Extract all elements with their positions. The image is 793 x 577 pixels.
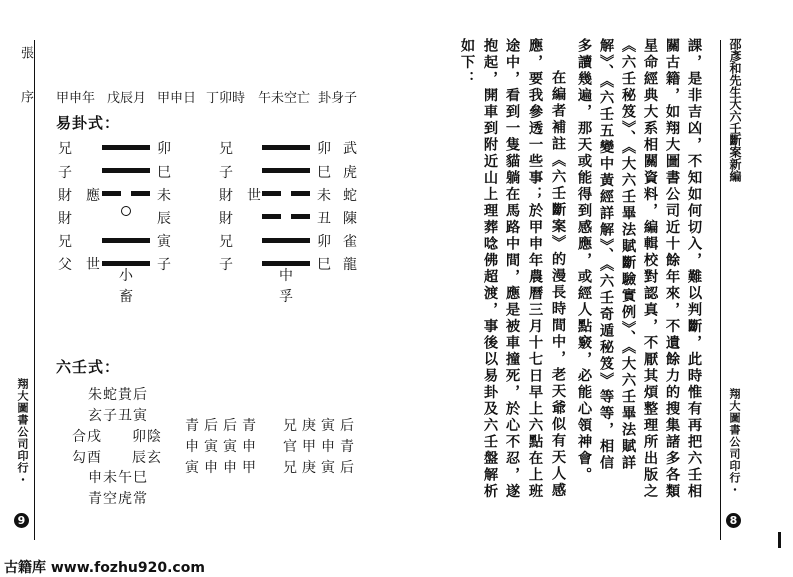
- hexagram-right-label: 辰: [157, 211, 171, 227]
- text-column: 在編者補註《六壬斷案》的漫長時間中，老天爺似有天人感: [550, 70, 566, 499]
- header-year: 甲申年: [56, 91, 96, 106]
- spirit-label: 虎: [343, 165, 357, 181]
- liuren-chart-row: 合戌 卯陰: [72, 429, 162, 445]
- yin-line: [262, 214, 310, 219]
- spirit-label: 武: [343, 141, 357, 157]
- yang-line: [262, 238, 310, 243]
- left-margin-rule: [34, 40, 35, 540]
- text-column: 解》、《六壬五變中黃經詳解》、《六壬奇遁秘笈》等等，相信: [598, 38, 614, 472]
- hexagram-name-bottom: 畜: [119, 289, 133, 305]
- spirit-label: 龍: [343, 257, 357, 273]
- liuren-chart-row: 青空虎常: [88, 491, 148, 507]
- liuren-chart-row: 勾酉 辰玄: [72, 450, 162, 466]
- yang-line: [102, 168, 150, 173]
- header-gua-body: 卦身子: [318, 91, 358, 106]
- hexagram-right-label: 子: [157, 257, 171, 273]
- transmission-row: 兄庚寅后: [283, 418, 359, 434]
- liuren-chart-row: 朱蛇貴后: [88, 387, 148, 403]
- left-publisher-side: 翔大圖書公司印行・: [16, 378, 29, 486]
- text-column: 星命經典大系相關資料，編輯校對認真，不厭其煩整理所出版之: [642, 38, 658, 500]
- page-edge-mark: [778, 532, 781, 548]
- hexagram-section-title: 易卦式：: [56, 114, 121, 132]
- hexagram-right-label: 未: [317, 188, 331, 204]
- yin-line: [102, 191, 150, 196]
- hexagram-left-label: 財 世: [219, 188, 261, 204]
- hexagram-left-label: 子: [219, 165, 233, 181]
- hexagram-left-label: 兄: [58, 234, 72, 250]
- text-column: 《六壬秘笈》、《大六壬畢法賦斷驗實例》、《大六壬畢法賦詳: [620, 38, 636, 472]
- hexagram-left-label: 兄: [219, 141, 233, 157]
- hexagram-left-label: 兄: [58, 141, 72, 157]
- transmission-row: 兄庚寅后: [283, 460, 359, 476]
- course-row: 青后后青: [185, 418, 261, 434]
- hexagram-right-label: 巳: [317, 257, 331, 273]
- text-column: 途中，看到一隻貓躺在馬路中間，應是被車撞死，於心不忍，遂: [504, 38, 520, 500]
- hexagram-right-label: 寅: [157, 234, 171, 250]
- left-page-number: 9: [14, 513, 29, 528]
- hexagram-name-top: 小: [119, 268, 133, 284]
- footer-bar: [0, 555, 793, 577]
- header-month: 戊辰月: [107, 91, 147, 106]
- header-day: 甲申日: [157, 91, 197, 106]
- hexagram-right-label: 卯: [317, 234, 331, 250]
- hexagram-left-label: 兄: [219, 234, 233, 250]
- liuren-section-title: 六壬式：: [56, 358, 121, 376]
- hexagram-left-label: 財 應: [58, 188, 100, 204]
- yang-line: [262, 168, 310, 173]
- hexagram-name-bottom: 孚: [279, 289, 293, 305]
- text-column: 多讀幾遍，那天或能得到感應，或經人點竅，必能心領神會。: [576, 38, 592, 484]
- liuren-chart-row: 申未午巳: [88, 470, 148, 486]
- hexagram-right-label: 巳: [317, 165, 331, 181]
- changing-line-marker: [121, 206, 131, 216]
- text-column: 應，要我參透一些事；於甲申年農曆三月十七日早上六點在上班: [527, 38, 543, 500]
- header-void: 午未空亡: [258, 91, 311, 106]
- footer-watermark: 古籍库 www.fozhu920.com: [4, 560, 205, 576]
- yin-line: [262, 191, 310, 196]
- text-column: 抱起，開車到附近山上理葬唸佛超渡，事後以易卦及六壬盤解析: [482, 38, 498, 500]
- hexagram-left-label: 子: [219, 257, 233, 273]
- yang-line: [102, 238, 150, 243]
- hexagram-right-label: 卯: [317, 141, 331, 157]
- right-publisher-side: 翔大圖書公司印行・: [728, 388, 741, 496]
- course-row: 申寅寅申: [185, 439, 261, 455]
- hexagram-left-label: 子: [58, 165, 72, 181]
- hexagram-left-label: 財: [219, 211, 233, 227]
- right-margin-rule: [720, 40, 721, 540]
- yang-line: [102, 145, 150, 150]
- hexagram-right-label: 卯: [157, 141, 171, 157]
- transmission-row: 官甲申青: [283, 439, 359, 455]
- text-column: 課，是非吉凶，不知如何切入，難以判斷，此時惟有再把六壬相: [686, 38, 702, 500]
- text-column: 如下：: [459, 38, 475, 88]
- header-hour: 丁卯時: [206, 91, 246, 106]
- right-page-number: 8: [726, 513, 741, 528]
- spirit-label: 雀: [343, 234, 357, 250]
- spirit-label: 陳: [343, 211, 357, 227]
- course-row: 寅申申甲: [185, 460, 261, 476]
- left-running-head: 張 序: [18, 46, 33, 111]
- hexagram-right-label: 未: [157, 188, 171, 204]
- right-running-head: 邵彥和先生大六壬斷案新編: [728, 38, 742, 182]
- hexagram-right-label: 巳: [157, 165, 171, 181]
- spirit-label: 蛇: [343, 188, 357, 204]
- hexagram-left-label: 財: [58, 211, 72, 227]
- hexagram-left-label: 父 世: [58, 257, 100, 273]
- hexagram-name-top: 中: [279, 268, 293, 284]
- hexagram-right-label: 丑: [317, 211, 331, 227]
- text-column: 關古籍，如翔大圖書公司近十餘年來，不遺餘力的搜集諸多各類: [664, 38, 680, 500]
- yang-line: [262, 145, 310, 150]
- liuren-chart-row: 玄子丑寅: [88, 408, 148, 424]
